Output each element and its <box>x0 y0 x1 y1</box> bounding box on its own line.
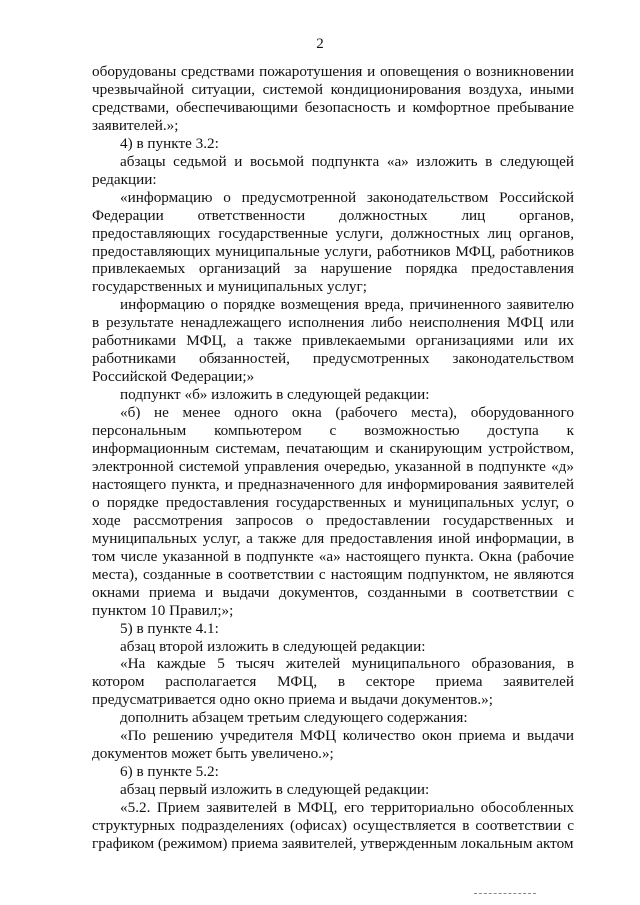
document-body <box>92 63 574 853</box>
paragraph-5: информацию о порядке возмещения вреда, причиненного заявителю в результате ненадлежащего исполнения либо неисполнения МФЦ или работниками МФЦ, а также привлекаемыми организациями или их работниками обязанностей, предусмотренных законодательством Российской Федерации;» <box>92 296 574 386</box>
paragraph-2: 4) в пункте 3.2: <box>120 134 219 152</box>
paragraph-6: подпункт «б» изложить в следующей редакции: <box>120 386 430 404</box>
paragraph-4: «информацию о предусмотренной законодательством Российской Федерации ответственности должностных лиц органов, предоставляющих государственные услуги, должностных лиц органов, предоставляющих муниципальные услуги, работников МФЦ, работников привлекаемых организаций за нарушение порядка предоставления государственных и муниципальных услуг; <box>92 188 574 296</box>
paragraph-1: оборудованы средствами пожаротушения и оповещения о возникновении чрезвычайной ситуации, системой кондиционирования воздуха, иными средствами, обеспечивающими безопасность и комфортное пребывание заявителей.»; <box>92 63 574 134</box>
scan-artifact-line <box>474 893 536 894</box>
paragraph-8: 5) в пункте 4.1: <box>120 619 219 637</box>
paragraph-13: 6) в пункте 5.2: <box>120 763 219 781</box>
paragraph-3: абзацы седьмой и восьмой подпункта «а» изложить в следующей редакции: <box>92 152 574 188</box>
paragraph-9: абзац второй изложить в следующей редакции: <box>120 637 426 655</box>
paragraph-14: абзац первый изложить в следующей редакции: <box>120 781 430 799</box>
paragraph-11: дополнить абзацем третьим следующего содержания: <box>120 709 468 727</box>
paragraph-10: «На каждые 5 тысяч жителей муниципального образования, в котором располагается МФЦ, в секторе приема заявителей предусматривается одно окно приема и выдачи документов.»; <box>92 655 574 709</box>
paragraph-12: «По решению учредителя МФЦ количество окон приема и выдачи документов может быть увеличено.»; <box>92 727 574 763</box>
paragraph-15: «5.2. Прием заявителей в МФЦ, его территориально обособленных структурных подразделениях (офисах) осуществляется в соответствии с графиком (режимом) приема заявителей, утвержденным локальным актом <box>92 799 574 852</box>
paragraph-7: «б) не менее одного окна (рабочего места), оборудованного персональным компьютером с возможностью доступа к информационным системам, печатающим и сканирующим устройством, электронной системой управления очередью, указанной в подпункте «д» настоящего пункта, и предназначенного для информирования заявителей о порядке предоставления государственных и муниципальных услуг, о ходе рассмотрения запросов о предоставлении государственных и муниципальных услуг, а также для предоставления иной информации, в том числе указанной в подпункте «а» настоящего пункта. Окна (рабочие места), созданные в соответствии с настоящим подпунктом, не являются окнами приема и выдачи документов, созданными в соответствии с пунктом 10 Правил;»; <box>92 404 574 619</box>
page-number: 2 <box>316 36 324 52</box>
